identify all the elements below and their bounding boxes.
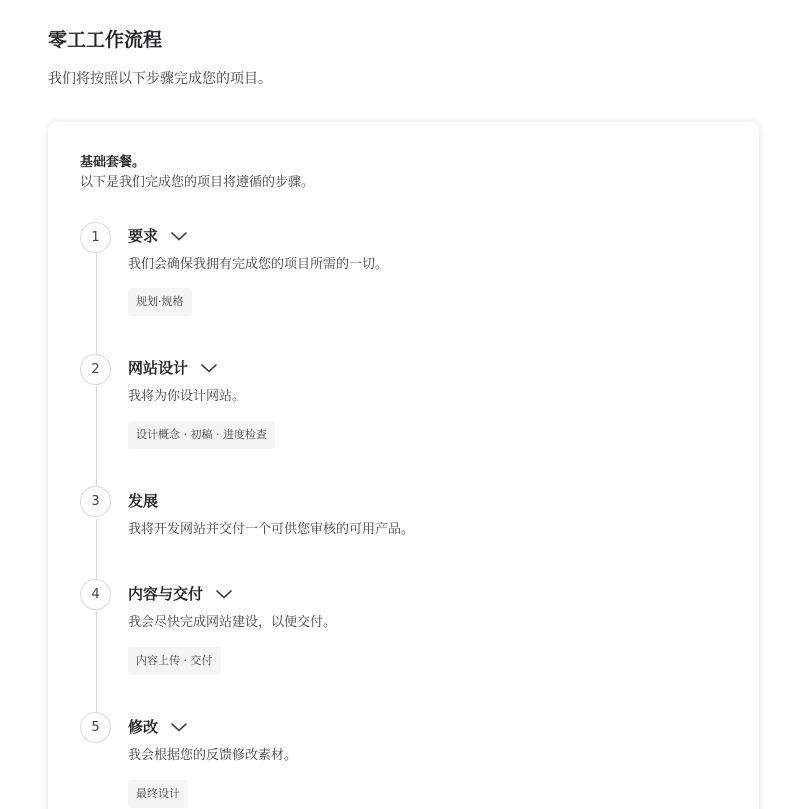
step-number-badge: 1 — [80, 222, 111, 253]
chevron-down-icon[interactable] — [215, 588, 233, 600]
step-header[interactable] — [128, 715, 188, 739]
step-tag: 内容上传 · 交付 — [128, 647, 221, 675]
package-description: 以下是我们完成您的项目将遵循的步骤。 — [80, 175, 315, 190]
step-number-badge: 5 — [80, 712, 111, 743]
timeline-connector — [96, 611, 97, 713]
step-header — [128, 489, 158, 513]
package-name: 基础套餐。 — [80, 155, 146, 170]
timeline-connector — [96, 386, 97, 488]
page-subtitle: 我们将按照以下步骤完成您的项目。 — [48, 71, 272, 87]
step-tag: 规划·规格 — [128, 288, 192, 316]
step-title: 发展 — [128, 492, 159, 510]
step-title: 要求 — [128, 227, 159, 245]
step-header[interactable] — [128, 356, 218, 380]
step-description: 我将开发网站并交付一个可供您审核的可用产品。 — [128, 522, 415, 537]
timeline-connector — [96, 519, 97, 579]
step-tag: 设计概念 · 初稿 · 进度检查 — [128, 421, 275, 449]
step-title: 网站设计 — [128, 359, 189, 377]
chevron-down-icon[interactable] — [200, 362, 218, 374]
chevron-down-icon[interactable] — [170, 230, 188, 242]
step-description: 我会尽快完成网站建设，以便交付。 — [128, 615, 337, 630]
step-number-badge: 3 — [80, 486, 111, 517]
timeline-connector — [96, 253, 97, 355]
step-title: 内容与交付 — [128, 585, 204, 603]
page-title: 零工工作流程 — [48, 29, 163, 51]
step-description: 我们会确保我拥有完成您的项目所需的一切。 — [128, 257, 389, 272]
chevron-down-icon[interactable] — [170, 721, 188, 733]
step-header[interactable] — [128, 224, 188, 248]
step-title: 修改 — [128, 718, 159, 736]
step-tag: 最终设计 — [128, 780, 188, 808]
step-description: 我会根据您的反馈修改素材。 — [128, 748, 298, 763]
step-number-badge: 2 — [80, 354, 111, 385]
step-description: 我将为你设计网站。 — [128, 389, 246, 404]
workflow-card — [48, 122, 759, 809]
step-header[interactable] — [128, 582, 233, 606]
step-number-badge: 4 — [80, 579, 111, 610]
